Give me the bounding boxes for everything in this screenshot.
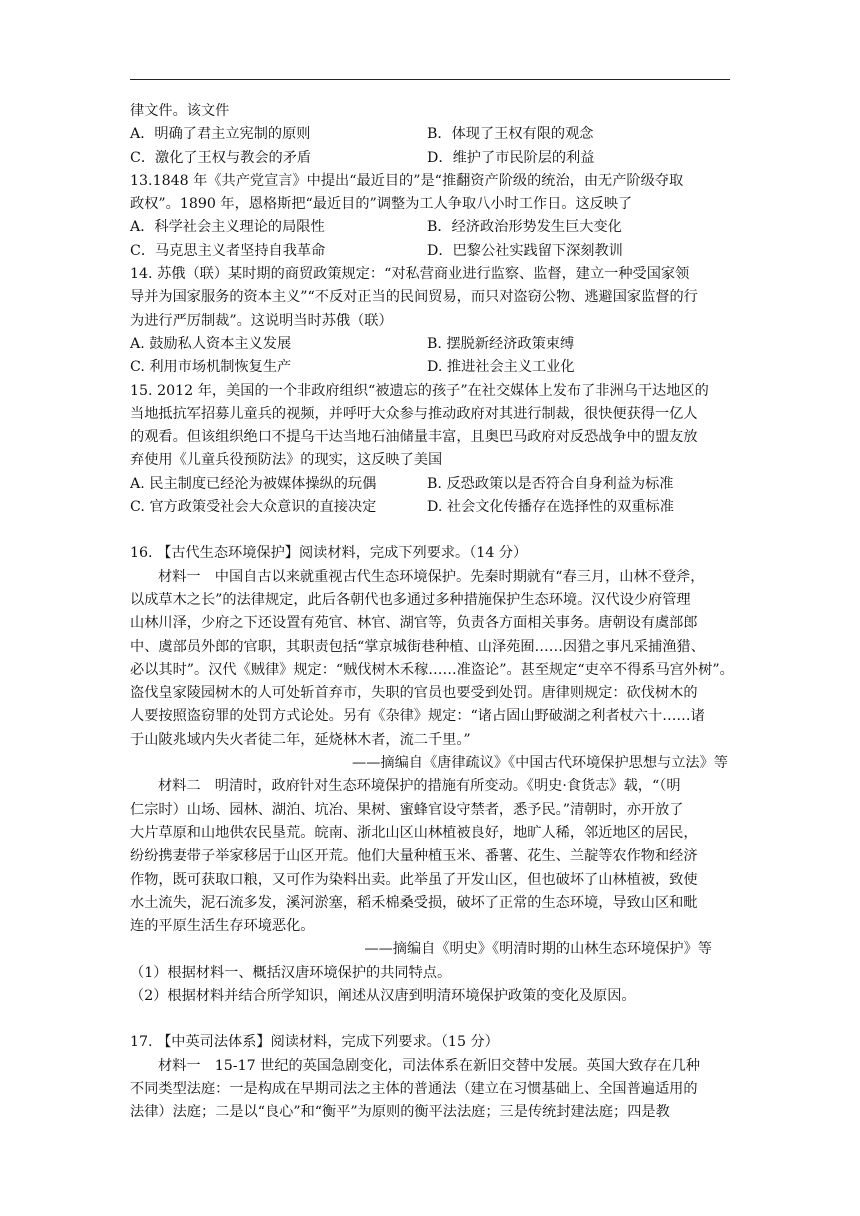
q14-option-c[interactable]: C. 利用市场机制恢复生产 bbox=[130, 359, 292, 376]
section-gap bbox=[130, 1008, 730, 1031]
q12-stem-tail: 律文件。该文件 bbox=[130, 103, 230, 119]
q15-stem-line: 的观看。但该组织绝口不提乌干达当地石油储量丰富，且奥巴马政府对反恐战争中的盟友放 bbox=[130, 429, 698, 446]
q15-stem-line: 弃使用《儿童兵役预防法》的现实，这反映了美国 bbox=[130, 452, 443, 469]
q16-material-1-line: 于山陂兆域内失火者徒二年，延烧林木者，流二千里。” bbox=[130, 731, 471, 748]
q16-material-2-line: 水土流失，泥石流多发，溪河淤塞，稻禾棉桑受损，破坏了正常的生态环境，导致山区和毗 bbox=[130, 894, 698, 911]
q16-material-2-source: ——摘编自《明史》《明清时期的山林生态环境保护》等 bbox=[364, 941, 712, 958]
q16-material-1-source: ——摘编自《唐律疏议》《中国古代环境保护思想与立法》等 bbox=[352, 755, 728, 772]
exam-content bbox=[130, 100, 734, 1124]
q16-material-2-line: 连的平原生活生存环境恶化。 bbox=[130, 918, 315, 935]
q16-material-2-line: 材料二 明清时，政府针对生态环境保护的措施有所变动。《明史·食货志》载，“（明 bbox=[158, 778, 681, 795]
q17-material-1-line: 法律）法庭；二是以“良心”和“衡平”为原则的衡平法法庭；三是传统封建法庭；四是教 bbox=[130, 1104, 670, 1121]
q16-material-2-line: 仁宗时）山场、园林、湖泊、坑冶、果树、蜜蜂官设守禁者，悉予民。”清朝时，亦开放了 bbox=[130, 801, 684, 818]
q13-options-row-2 bbox=[130, 240, 730, 263]
q16-material-1-line: 中、虞部员外郎的官职，其职责包括“掌京城街巷种植、山泽苑囿……因猎之事凡采捕渔猎、 bbox=[130, 638, 705, 655]
q12-option-a[interactable]: A．明确了君主立宪制的原则 bbox=[130, 126, 311, 143]
q16-material-1-line: 盗伐皇家陵园树木的人可处斩首弃市，失职的官员也要受到处罚。唐律则规定：砍伐树木的 bbox=[130, 685, 698, 702]
q14-stem-line: 14. 苏俄（联）某时期的商贸政策规定：“对私营商业进行监察、监督，建立一种受国家领 bbox=[130, 266, 690, 283]
q14-options-row-2 bbox=[130, 356, 730, 379]
q12-option-b[interactable]: B．体现了王权有限的观念 bbox=[427, 126, 594, 143]
q15-options-row-1 bbox=[130, 473, 730, 496]
q12-option-d[interactable]: D．维护了市民阶层的利益 bbox=[427, 149, 595, 166]
q14-options-row-1 bbox=[130, 333, 730, 356]
q12-options-row-1 bbox=[130, 123, 730, 146]
q13-option-a[interactable]: A．科学社会主义理论的局限性 bbox=[130, 219, 325, 236]
q16-material-2-line: 作物，既可获取口粮，又可作为染料出卖。此举虽了开发山区，但也破坏了山林植被，致使 bbox=[130, 871, 698, 888]
q15-options-row-2 bbox=[130, 496, 730, 519]
q16-subquestion-2: （2）根据材料并结合所学知识，阐述从汉唐到明清环境保护政策的变化及原因。 bbox=[130, 987, 636, 1004]
q16-material-2-line: 纷纷携妻带子举家移居于山区开荒。他们大量种植玉米、番薯、花生、兰靛等农作物和经济 bbox=[130, 848, 698, 865]
q17-material-1-line: 材料一 15-17 世纪的英国急剧变化，司法体系在新旧交替中发展。英国大致存在几种 bbox=[158, 1057, 700, 1074]
q15-stem-line: 当地抵抗军招募儿童兵的视频，并呼吁大众参与推动政府对其进行制裁，很快便获得一亿人 bbox=[130, 405, 698, 422]
q14-stem-line: 为进行严厉制裁”。这说明当时苏俄（联） bbox=[130, 312, 393, 329]
q16-material-1-line: 人要按照盗窃罪的处罚方式论处。另有《杂律》规定：“诸占固山野破湖之利者杖六十……诸 bbox=[130, 708, 705, 725]
q13-option-b[interactable]: B．经济政治形势发生巨大变化 bbox=[427, 219, 622, 236]
q17-material-1-line: 不同类型法庭：一是构成在早期司法之主体的普通法（建立在习惯基础上、全国普遍适用的 bbox=[130, 1080, 698, 1097]
q15-option-d[interactable]: D. 社会文化传播存在选择性的双重标准 bbox=[427, 499, 674, 516]
section-gap bbox=[130, 519, 730, 542]
header-rule bbox=[130, 79, 730, 80]
q13-option-c[interactable]: C．马克思主义者坚持自我革命 bbox=[130, 242, 326, 259]
q13-stem-line: 13.1848 年《共产党宣言》中提出“最近目的”是“推翻资产阶级的统治，由无产阶级夺取 bbox=[130, 172, 684, 189]
q13-options-row-1 bbox=[130, 216, 730, 239]
q14-option-d[interactable]: D. 推进社会主义工业化 bbox=[427, 359, 575, 376]
q14-option-a[interactable]: A. 鼓励私人资本主义发展 bbox=[130, 335, 292, 352]
q14-option-b[interactable]: B. 摆脱新经济政策束缚 bbox=[427, 335, 575, 352]
q15-option-b[interactable]: B. 反恐政策以是否符合自身利益为标准 bbox=[427, 475, 674, 492]
q15-stem-line: 15. 2012 年，美国的一个非政府组织“被遗忘的孩子”在社交媒体上发布了非洲乌干达地区的 bbox=[130, 382, 709, 399]
q15-option-a[interactable]: A. 民主制度已经沦为被媒体操纵的玩偶 bbox=[130, 475, 377, 492]
q13-option-d[interactable]: D．巴黎公社实践留下深刻教训 bbox=[427, 242, 623, 259]
q16-material-1-line: 材料一 中国自古以来就重视古代生态环境保护。先秦时期就有“春三月，山林不登斧， bbox=[158, 568, 705, 585]
q17-header: 17. 【中英司法体系】阅读材料，完成下列要求。（15 分） bbox=[130, 1034, 499, 1051]
q16-material-2-line: 大片草原和山地供农民垦荒。皖南、浙北山区山林植被良好，地旷人稀，邻近地区的居民， bbox=[130, 824, 698, 841]
q16-header: 16. 【古代生态环境保护】阅读材料，完成下列要求。（14 分） bbox=[130, 545, 528, 562]
q16-subquestion-1: （1）根据材料一、概括汉唐环境保护的共同特点。 bbox=[130, 964, 452, 981]
q16-material-1-line: 必以其时”。汉代《贼律》规定：“贼伐树木禾稼……准盗论”。甚至规定“吏卒不得系马宫外树”。 bbox=[130, 661, 734, 678]
q16-material-1-line: 以成草木之长”的法律规定，此后各朝代也多通过多种措施保护生态环境。汉代设少府管理 bbox=[130, 591, 691, 608]
q13-stem-line: 政权”。1890 年，恩格斯把“最近目的”调整为工人争取八小时工作日。这反映了 bbox=[130, 196, 633, 213]
q12-option-c[interactable]: C．激化了王权与教会的矛盾 bbox=[130, 149, 312, 166]
q16-material-1-line: 山林川泽，少府之下还设置有苑官、林官、湖官等，负责各方面相关事务。唐朝设有虞部郎 bbox=[130, 615, 698, 632]
q15-option-c[interactable]: C. 官方政策受社会大众意识的直接决定 bbox=[130, 499, 377, 516]
q14-stem-line: 导并为国家服务的资本主义”“不反对正当的民间贸易，而只对盗窃公物、逃避国家监督的行 bbox=[130, 289, 698, 306]
q12-options-row-2 bbox=[130, 147, 730, 170]
